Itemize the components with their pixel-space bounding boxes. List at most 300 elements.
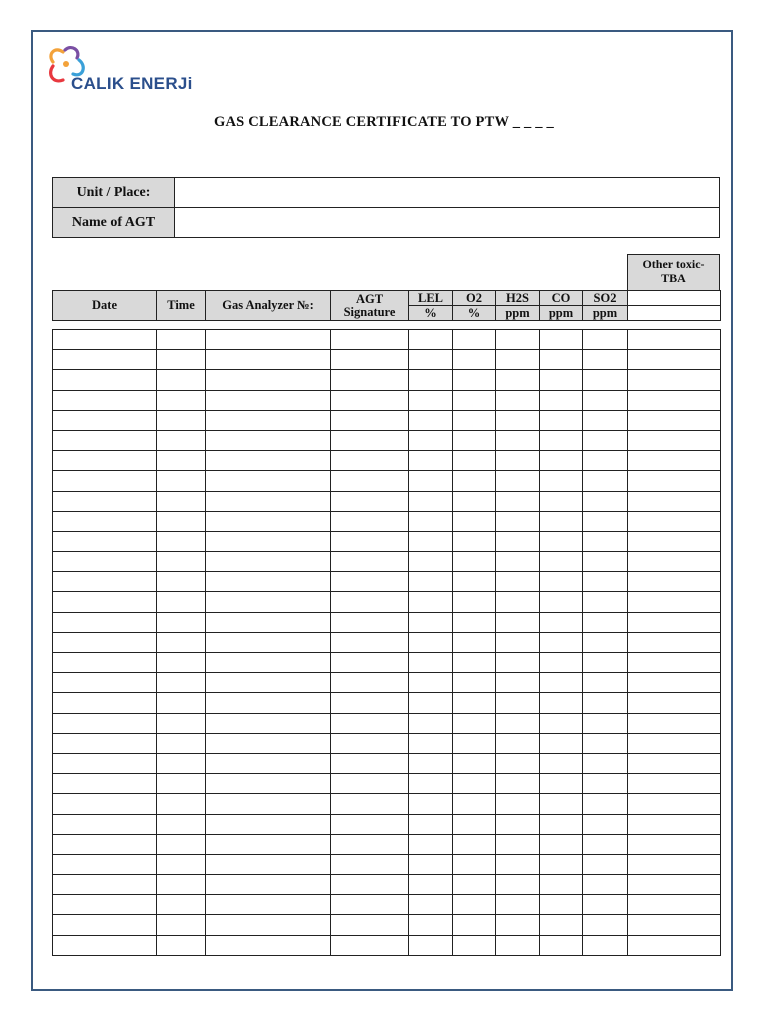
cell-o2[interactable] xyxy=(453,915,496,935)
cell-gas-analyzer[interactable] xyxy=(206,350,331,370)
cell-other-toxic[interactable] xyxy=(628,794,721,814)
cell-so2[interactable] xyxy=(583,511,628,531)
cell-other-toxic[interactable] xyxy=(628,410,721,430)
cell-h2s[interactable] xyxy=(496,390,540,410)
cell-co[interactable] xyxy=(540,330,583,350)
cell-other-toxic[interactable] xyxy=(628,390,721,410)
cell-gas-analyzer[interactable] xyxy=(206,693,331,713)
cell-co[interactable] xyxy=(540,592,583,612)
cell-lel[interactable] xyxy=(409,854,453,874)
cell-time[interactable] xyxy=(157,653,206,673)
cell-date[interactable] xyxy=(53,531,157,551)
cell-other-toxic[interactable] xyxy=(628,350,721,370)
cell-lel[interactable] xyxy=(409,491,453,511)
cell-time[interactable] xyxy=(157,774,206,794)
cell-date[interactable] xyxy=(53,511,157,531)
cell-h2s[interactable] xyxy=(496,330,540,350)
cell-so2[interactable] xyxy=(583,935,628,955)
cell-agt-signature[interactable] xyxy=(331,753,409,773)
cell-time[interactable] xyxy=(157,814,206,834)
cell-lel[interactable] xyxy=(409,471,453,491)
cell-other-toxic[interactable] xyxy=(628,895,721,915)
cell-agt-signature[interactable] xyxy=(331,592,409,612)
cell-gas-analyzer[interactable] xyxy=(206,733,331,753)
cell-other-toxic[interactable] xyxy=(628,713,721,733)
cell-agt-signature[interactable] xyxy=(331,511,409,531)
cell-co[interactable] xyxy=(540,531,583,551)
cell-o2[interactable] xyxy=(453,572,496,592)
cell-co[interactable] xyxy=(540,875,583,895)
cell-time[interactable] xyxy=(157,612,206,632)
cell-so2[interactable] xyxy=(583,592,628,612)
cell-lel[interactable] xyxy=(409,693,453,713)
cell-co[interactable] xyxy=(540,814,583,834)
cell-lel[interactable] xyxy=(409,390,453,410)
cell-co[interactable] xyxy=(540,774,583,794)
cell-h2s[interactable] xyxy=(496,693,540,713)
cell-so2[interactable] xyxy=(583,774,628,794)
cell-lel[interactable] xyxy=(409,875,453,895)
cell-lel[interactable] xyxy=(409,814,453,834)
cell-o2[interactable] xyxy=(453,895,496,915)
cell-so2[interactable] xyxy=(583,330,628,350)
cell-lel[interactable] xyxy=(409,350,453,370)
cell-h2s[interactable] xyxy=(496,410,540,430)
cell-o2[interactable] xyxy=(453,612,496,632)
cell-lel[interactable] xyxy=(409,774,453,794)
cell-so2[interactable] xyxy=(583,350,628,370)
cell-co[interactable] xyxy=(540,471,583,491)
cell-gas-analyzer[interactable] xyxy=(206,875,331,895)
cell-other-toxic[interactable] xyxy=(628,592,721,612)
cell-o2[interactable] xyxy=(453,430,496,450)
cell-agt-signature[interactable] xyxy=(331,935,409,955)
cell-gas-analyzer[interactable] xyxy=(206,653,331,673)
cell-other-toxic[interactable] xyxy=(628,834,721,854)
cell-so2[interactable] xyxy=(583,552,628,572)
cell-h2s[interactable] xyxy=(496,935,540,955)
cell-lel[interactable] xyxy=(409,794,453,814)
cell-h2s[interactable] xyxy=(496,370,540,390)
cell-lel[interactable] xyxy=(409,713,453,733)
cell-date[interactable] xyxy=(53,794,157,814)
cell-lel[interactable] xyxy=(409,935,453,955)
cell-other-toxic[interactable] xyxy=(628,653,721,673)
cell-gas-analyzer[interactable] xyxy=(206,794,331,814)
cell-other-toxic[interactable] xyxy=(628,451,721,471)
cell-time[interactable] xyxy=(157,592,206,612)
cell-time[interactable] xyxy=(157,511,206,531)
cell-agt-signature[interactable] xyxy=(331,713,409,733)
cell-o2[interactable] xyxy=(453,673,496,693)
cell-other-toxic[interactable] xyxy=(628,552,721,572)
cell-o2[interactable] xyxy=(453,875,496,895)
cell-so2[interactable] xyxy=(583,531,628,551)
cell-so2[interactable] xyxy=(583,915,628,935)
cell-date[interactable] xyxy=(53,935,157,955)
cell-h2s[interactable] xyxy=(496,915,540,935)
cell-h2s[interactable] xyxy=(496,733,540,753)
cell-co[interactable] xyxy=(540,552,583,572)
cell-time[interactable] xyxy=(157,531,206,551)
cell-lel[interactable] xyxy=(409,632,453,652)
cell-agt-signature[interactable] xyxy=(331,612,409,632)
cell-h2s[interactable] xyxy=(496,471,540,491)
cell-co[interactable] xyxy=(540,451,583,471)
cell-agt-signature[interactable] xyxy=(331,410,409,430)
cell-h2s[interactable] xyxy=(496,350,540,370)
cell-date[interactable] xyxy=(53,895,157,915)
cell-agt-signature[interactable] xyxy=(331,834,409,854)
cell-agt-signature[interactable] xyxy=(331,390,409,410)
cell-lel[interactable] xyxy=(409,330,453,350)
cell-other-toxic[interactable] xyxy=(628,491,721,511)
cell-lel[interactable] xyxy=(409,410,453,430)
cell-lel[interactable] xyxy=(409,753,453,773)
cell-co[interactable] xyxy=(540,632,583,652)
cell-gas-analyzer[interactable] xyxy=(206,834,331,854)
cell-co[interactable] xyxy=(540,410,583,430)
cell-co[interactable] xyxy=(540,430,583,450)
cell-co[interactable] xyxy=(540,753,583,773)
cell-gas-analyzer[interactable] xyxy=(206,592,331,612)
cell-date[interactable] xyxy=(53,733,157,753)
cell-other-toxic[interactable] xyxy=(628,370,721,390)
cell-time[interactable] xyxy=(157,834,206,854)
cell-gas-analyzer[interactable] xyxy=(206,774,331,794)
cell-o2[interactable] xyxy=(453,814,496,834)
cell-o2[interactable] xyxy=(453,330,496,350)
cell-lel[interactable] xyxy=(409,370,453,390)
cell-so2[interactable] xyxy=(583,834,628,854)
cell-date[interactable] xyxy=(53,673,157,693)
cell-co[interactable] xyxy=(540,693,583,713)
cell-lel[interactable] xyxy=(409,592,453,612)
cell-time[interactable] xyxy=(157,895,206,915)
cell-agt-signature[interactable] xyxy=(331,774,409,794)
cell-other-toxic[interactable] xyxy=(628,531,721,551)
cell-date[interactable] xyxy=(53,693,157,713)
cell-gas-analyzer[interactable] xyxy=(206,753,331,773)
cell-lel[interactable] xyxy=(409,430,453,450)
cell-so2[interactable] xyxy=(583,612,628,632)
cell-h2s[interactable] xyxy=(496,794,540,814)
cell-o2[interactable] xyxy=(453,774,496,794)
cell-o2[interactable] xyxy=(453,733,496,753)
cell-o2[interactable] xyxy=(453,451,496,471)
cell-so2[interactable] xyxy=(583,491,628,511)
cell-o2[interactable] xyxy=(453,753,496,773)
cell-other-toxic[interactable] xyxy=(628,430,721,450)
cell-gas-analyzer[interactable] xyxy=(206,471,331,491)
cell-agt-signature[interactable] xyxy=(331,531,409,551)
cell-date[interactable] xyxy=(53,875,157,895)
cell-agt-signature[interactable] xyxy=(331,693,409,713)
cell-co[interactable] xyxy=(540,733,583,753)
cell-agt-signature[interactable] xyxy=(331,430,409,450)
cell-agt-signature[interactable] xyxy=(331,330,409,350)
cell-date[interactable] xyxy=(53,491,157,511)
cell-co[interactable] xyxy=(540,350,583,370)
cell-gas-analyzer[interactable] xyxy=(206,330,331,350)
cell-o2[interactable] xyxy=(453,713,496,733)
cell-date[interactable] xyxy=(53,653,157,673)
cell-co[interactable] xyxy=(540,854,583,874)
cell-so2[interactable] xyxy=(583,572,628,592)
cell-date[interactable] xyxy=(53,713,157,733)
cell-time[interactable] xyxy=(157,854,206,874)
cell-gas-analyzer[interactable] xyxy=(206,390,331,410)
cell-agt-signature[interactable] xyxy=(331,915,409,935)
cell-date[interactable] xyxy=(53,572,157,592)
cell-so2[interactable] xyxy=(583,632,628,652)
cell-agt-signature[interactable] xyxy=(331,794,409,814)
cell-agt-signature[interactable] xyxy=(331,854,409,874)
cell-other-toxic[interactable] xyxy=(628,693,721,713)
cell-o2[interactable] xyxy=(453,653,496,673)
cell-date[interactable] xyxy=(53,330,157,350)
cell-so2[interactable] xyxy=(583,471,628,491)
cell-time[interactable] xyxy=(157,713,206,733)
cell-so2[interactable] xyxy=(583,693,628,713)
cell-gas-analyzer[interactable] xyxy=(206,572,331,592)
cell-time[interactable] xyxy=(157,552,206,572)
cell-date[interactable] xyxy=(53,814,157,834)
cell-so2[interactable] xyxy=(583,410,628,430)
cell-time[interactable] xyxy=(157,572,206,592)
cell-h2s[interactable] xyxy=(496,895,540,915)
cell-o2[interactable] xyxy=(453,350,496,370)
cell-gas-analyzer[interactable] xyxy=(206,410,331,430)
cell-h2s[interactable] xyxy=(496,592,540,612)
cell-time[interactable] xyxy=(157,451,206,471)
cell-agt-signature[interactable] xyxy=(331,451,409,471)
cell-gas-analyzer[interactable] xyxy=(206,814,331,834)
cell-gas-analyzer[interactable] xyxy=(206,612,331,632)
cell-gas-analyzer[interactable] xyxy=(206,552,331,572)
cell-o2[interactable] xyxy=(453,552,496,572)
cell-co[interactable] xyxy=(540,935,583,955)
cell-o2[interactable] xyxy=(453,471,496,491)
cell-date[interactable] xyxy=(53,390,157,410)
cell-date[interactable] xyxy=(53,370,157,390)
cell-o2[interactable] xyxy=(453,370,496,390)
cell-gas-analyzer[interactable] xyxy=(206,915,331,935)
cell-h2s[interactable] xyxy=(496,753,540,773)
cell-agt-signature[interactable] xyxy=(331,673,409,693)
cell-time[interactable] xyxy=(157,430,206,450)
cell-co[interactable] xyxy=(540,572,583,592)
cell-so2[interactable] xyxy=(583,854,628,874)
cell-date[interactable] xyxy=(53,592,157,612)
cell-lel[interactable] xyxy=(409,653,453,673)
cell-agt-signature[interactable] xyxy=(331,895,409,915)
cell-so2[interactable] xyxy=(583,794,628,814)
cell-time[interactable] xyxy=(157,733,206,753)
cell-agt-signature[interactable] xyxy=(331,632,409,652)
cell-gas-analyzer[interactable] xyxy=(206,491,331,511)
cell-time[interactable] xyxy=(157,673,206,693)
cell-lel[interactable] xyxy=(409,572,453,592)
cell-agt-signature[interactable] xyxy=(331,733,409,753)
cell-so2[interactable] xyxy=(583,713,628,733)
cell-o2[interactable] xyxy=(453,935,496,955)
cell-gas-analyzer[interactable] xyxy=(206,854,331,874)
cell-agt-signature[interactable] xyxy=(331,370,409,390)
cell-h2s[interactable] xyxy=(496,875,540,895)
cell-date[interactable] xyxy=(53,430,157,450)
cell-so2[interactable] xyxy=(583,451,628,471)
cell-time[interactable] xyxy=(157,370,206,390)
cell-o2[interactable] xyxy=(453,511,496,531)
cell-h2s[interactable] xyxy=(496,511,540,531)
cell-date[interactable] xyxy=(53,471,157,491)
cell-so2[interactable] xyxy=(583,814,628,834)
cell-date[interactable] xyxy=(53,451,157,471)
cell-agt-signature[interactable] xyxy=(331,653,409,673)
cell-h2s[interactable] xyxy=(496,653,540,673)
agt-name-field[interactable] xyxy=(175,208,720,238)
cell-co[interactable] xyxy=(540,511,583,531)
cell-agt-signature[interactable] xyxy=(331,572,409,592)
cell-h2s[interactable] xyxy=(496,673,540,693)
cell-gas-analyzer[interactable] xyxy=(206,713,331,733)
cell-other-toxic[interactable] xyxy=(628,774,721,794)
cell-so2[interactable] xyxy=(583,370,628,390)
cell-h2s[interactable] xyxy=(496,491,540,511)
cell-o2[interactable] xyxy=(453,410,496,430)
cell-h2s[interactable] xyxy=(496,774,540,794)
cell-so2[interactable] xyxy=(583,430,628,450)
cell-o2[interactable] xyxy=(453,632,496,652)
cell-co[interactable] xyxy=(540,370,583,390)
cell-agt-signature[interactable] xyxy=(331,350,409,370)
cell-gas-analyzer[interactable] xyxy=(206,935,331,955)
cell-time[interactable] xyxy=(157,330,206,350)
cell-co[interactable] xyxy=(540,612,583,632)
cell-other-toxic[interactable] xyxy=(628,733,721,753)
cell-date[interactable] xyxy=(53,854,157,874)
cell-h2s[interactable] xyxy=(496,451,540,471)
cell-o2[interactable] xyxy=(453,854,496,874)
cell-o2[interactable] xyxy=(453,390,496,410)
cell-gas-analyzer[interactable] xyxy=(206,430,331,450)
cell-co[interactable] xyxy=(540,653,583,673)
cell-lel[interactable] xyxy=(409,733,453,753)
cell-date[interactable] xyxy=(53,753,157,773)
cell-date[interactable] xyxy=(53,612,157,632)
cell-gas-analyzer[interactable] xyxy=(206,673,331,693)
cell-co[interactable] xyxy=(540,390,583,410)
cell-gas-analyzer[interactable] xyxy=(206,632,331,652)
cell-gas-analyzer[interactable] xyxy=(206,451,331,471)
cell-co[interactable] xyxy=(540,673,583,693)
cell-so2[interactable] xyxy=(583,390,628,410)
cell-other-toxic[interactable] xyxy=(628,612,721,632)
cell-date[interactable] xyxy=(53,350,157,370)
cell-time[interactable] xyxy=(157,632,206,652)
cell-h2s[interactable] xyxy=(496,531,540,551)
cell-o2[interactable] xyxy=(453,794,496,814)
cell-h2s[interactable] xyxy=(496,713,540,733)
cell-agt-signature[interactable] xyxy=(331,552,409,572)
cell-h2s[interactable] xyxy=(496,430,540,450)
cell-time[interactable] xyxy=(157,915,206,935)
cell-co[interactable] xyxy=(540,794,583,814)
cell-h2s[interactable] xyxy=(496,814,540,834)
cell-other-toxic[interactable] xyxy=(628,572,721,592)
cell-lel[interactable] xyxy=(409,451,453,471)
cell-date[interactable] xyxy=(53,632,157,652)
cell-other-toxic[interactable] xyxy=(628,673,721,693)
cell-co[interactable] xyxy=(540,491,583,511)
cell-other-toxic[interactable] xyxy=(628,875,721,895)
cell-time[interactable] xyxy=(157,491,206,511)
cell-h2s[interactable] xyxy=(496,854,540,874)
cell-time[interactable] xyxy=(157,875,206,895)
cell-co[interactable] xyxy=(540,834,583,854)
cell-time[interactable] xyxy=(157,390,206,410)
cell-so2[interactable] xyxy=(583,895,628,915)
cell-time[interactable] xyxy=(157,410,206,430)
cell-o2[interactable] xyxy=(453,834,496,854)
cell-lel[interactable] xyxy=(409,612,453,632)
cell-co[interactable] xyxy=(540,915,583,935)
cell-date[interactable] xyxy=(53,410,157,430)
cell-agt-signature[interactable] xyxy=(331,491,409,511)
cell-o2[interactable] xyxy=(453,693,496,713)
cell-co[interactable] xyxy=(540,895,583,915)
cell-lel[interactable] xyxy=(409,834,453,854)
cell-gas-analyzer[interactable] xyxy=(206,531,331,551)
cell-h2s[interactable] xyxy=(496,632,540,652)
cell-lel[interactable] xyxy=(409,552,453,572)
cell-h2s[interactable] xyxy=(496,572,540,592)
cell-other-toxic[interactable] xyxy=(628,471,721,491)
cell-so2[interactable] xyxy=(583,733,628,753)
cell-h2s[interactable] xyxy=(496,612,540,632)
cell-o2[interactable] xyxy=(453,491,496,511)
cell-date[interactable] xyxy=(53,834,157,854)
cell-other-toxic[interactable] xyxy=(628,854,721,874)
cell-gas-analyzer[interactable] xyxy=(206,895,331,915)
cell-gas-analyzer[interactable] xyxy=(206,511,331,531)
cell-time[interactable] xyxy=(157,693,206,713)
cell-other-toxic[interactable] xyxy=(628,753,721,773)
cell-co[interactable] xyxy=(540,713,583,733)
cell-other-toxic[interactable] xyxy=(628,330,721,350)
cell-time[interactable] xyxy=(157,350,206,370)
cell-other-toxic[interactable] xyxy=(628,511,721,531)
cell-lel[interactable] xyxy=(409,673,453,693)
cell-other-toxic[interactable] xyxy=(628,814,721,834)
cell-date[interactable] xyxy=(53,774,157,794)
cell-other-toxic[interactable] xyxy=(628,915,721,935)
cell-agt-signature[interactable] xyxy=(331,471,409,491)
cell-o2[interactable] xyxy=(453,531,496,551)
cell-agt-signature[interactable] xyxy=(331,814,409,834)
cell-lel[interactable] xyxy=(409,531,453,551)
cell-o2[interactable] xyxy=(453,592,496,612)
cell-so2[interactable] xyxy=(583,673,628,693)
unit-place-field[interactable] xyxy=(175,178,720,208)
cell-date[interactable] xyxy=(53,915,157,935)
cell-time[interactable] xyxy=(157,935,206,955)
cell-so2[interactable] xyxy=(583,753,628,773)
cell-time[interactable] xyxy=(157,753,206,773)
cell-agt-signature[interactable] xyxy=(331,875,409,895)
cell-h2s[interactable] xyxy=(496,834,540,854)
